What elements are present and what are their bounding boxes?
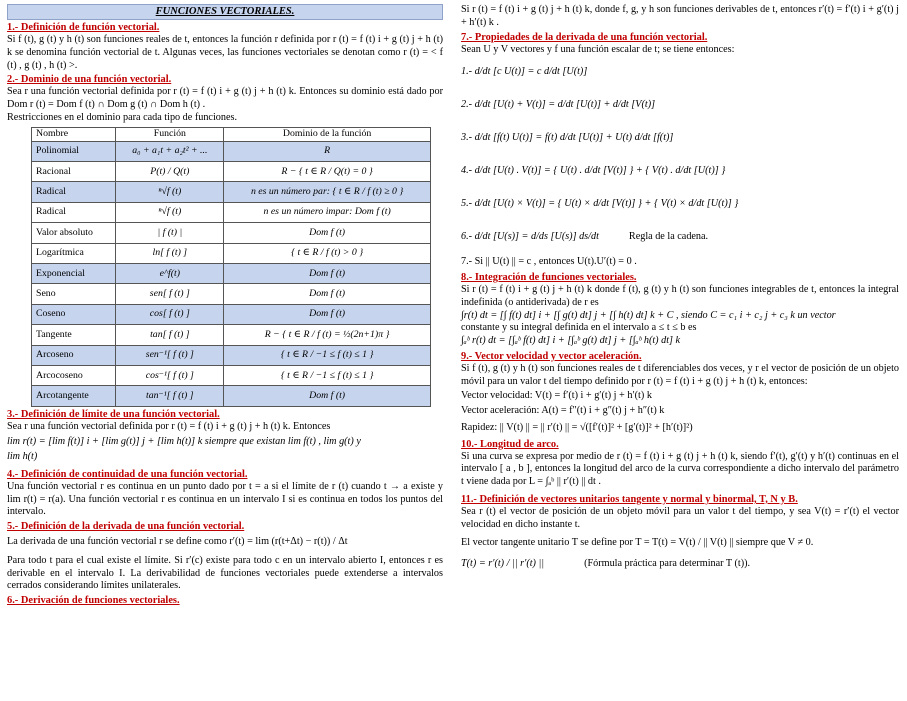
section-6-heading: 6.- Derivación de funciones vectoriales. xyxy=(7,595,180,607)
section-1-heading: 1.- Definición de función vectorial. xyxy=(7,22,160,34)
table-row xyxy=(32,284,431,304)
table-cell-dom: R xyxy=(224,141,431,161)
section-6-text: Si r (t) = f (t) i + g (t) j + h (t) k, donde f, g, y h son funciones derivables de t, entonces r′(t) = f′(t) i + g′(t) j + h′(t) k . xyxy=(461,4,899,28)
section-7-heading: 7.- Propiedades de la derivada de una función vectorial. xyxy=(461,31,708,43)
domain-table xyxy=(31,127,431,407)
table-row xyxy=(32,202,431,222)
table-cell-dom: Dom f (t) xyxy=(224,223,431,243)
table-header-row xyxy=(32,127,431,141)
section-2-restrictions: Restricciones en el dominio para cada tipo de funciones. xyxy=(7,111,237,123)
section-5-definition: La derivada de una función vectorial r se define como r′(t) = lim (r(t+Δt) − r(t)) / Δt xyxy=(7,536,348,548)
property-6: 6.- d/dt [U(s)] = d/ds [U(s)] ds/dt xyxy=(461,231,599,243)
table-cell-func: a₀ + a₁t + a₂t² + ... xyxy=(116,141,224,161)
table-cell-func: tan[ f (t) ] xyxy=(116,325,224,345)
section-3-formula: lim r(t) = [lim f(t)] i + [lim g(t)] j + [lim h(t)] k siempre que existan lim f(t) , lim g(t) y xyxy=(7,436,361,448)
right-column xyxy=(461,4,899,571)
table-cell-dom: Dom f (t) xyxy=(224,263,431,283)
section-8-formula-1: ∫r(t) dt = [∫ f(t) dt] i + [∫ g(t) dt] j + [∫ h(t) dt] k + C , siendo C = c₁ i + c₂ j + c₃ k un vector xyxy=(461,309,836,321)
section-11-text: Sea r (t) el vector de posición de un objeto móvil para un valor t del tiempo, y sea V(t) = r′(t) el vector velocidad en dicho instante t. xyxy=(461,505,899,530)
section-9-text: Si f (t), g (t) y h (t) son funciones reales de t diferenciables dos veces, y r el vector de posición de un objeto móvil para un valor t del tiempo definido por r (t) = f (t) i + g (t) j + h (t) k, entonces: xyxy=(461,362,899,387)
table-cell-func: ln[ f (t) ] xyxy=(116,243,224,263)
table-cell-dom: Dom f (t) xyxy=(224,284,431,304)
section-8-heading: 8.- Integración de funciones vectoriales. xyxy=(461,272,637,283)
section-4-heading: 4.- Definición de continuidad de una función vectorial. xyxy=(7,468,248,480)
table-cell-dom: R − { t ∈ R / Q(t) = 0 } xyxy=(224,162,431,182)
table-row xyxy=(32,304,431,324)
table-cell-dom: R − { t ∈ R / f (t) = ½(2n+1)π } xyxy=(224,325,431,345)
table-cell-dom: { t ∈ R / −1 ≤ f (t) ≤ 1 } xyxy=(224,345,431,365)
table-row xyxy=(32,325,431,345)
property-6-row xyxy=(461,221,899,254)
table-row xyxy=(32,345,431,365)
section-9-heading: 9.- Vector velocidad y vector aceleración. xyxy=(461,350,642,362)
table-row xyxy=(32,182,431,202)
section-8-text-1: Si r (t) = f (t) i + g (t) j + h (t) k donde f (t), g (t) y h (t) son funciones integrables de t, entonces la integral indefinida (o antiderivada) de r es xyxy=(461,284,899,308)
table-cell-dom: n es un número par: { t ∈ R / f (t) ≥ 0 } xyxy=(224,182,431,202)
acceleration-formula: Vector aceleración: A(t) = f″(t) i + g″(t) j + h″(t) k xyxy=(461,405,665,416)
table-cell-name: Racional xyxy=(32,162,116,182)
property-3: 3.- d/dt [f(t) U(t)] = f(t) d/dt [U(t)] + U(t) d/dt [f(t)] xyxy=(461,132,674,144)
section-2-text: Sea r una función vectorial definida por r (t) = f (t) i + g (t) j + h (t) k. Entonces su dominio está dado por Dom r (t) = Dom f (t) ∩ Dom g (t) ∩ Dom h (t) . xyxy=(7,86,443,111)
table-header-domain: Dominio de la función xyxy=(224,127,431,141)
practical-note: (Fórmula práctica para determinar T (t)). xyxy=(584,558,751,569)
property-2: 2.- d/dt [U(t) + V(t)] = d/dt [U(t)] + d/dt [V(t)] xyxy=(461,99,656,111)
table-cell-name: Valor absoluto xyxy=(32,223,116,243)
table-cell-func: | f (t) | xyxy=(116,223,224,243)
left-column xyxy=(7,4,443,607)
property-4: 4.- d/dt [U(t) . V(t)] = { U(t) . d/dt [V(t)] } + { V(t) . d/dt [U(t)] } xyxy=(461,165,726,177)
table-cell-func: P(t) / Q(t) xyxy=(116,162,224,182)
section-5-text: Para todo t para el cual existe el límite. Si r′(c) existe para todo c en un intervalo abierto I, entonces r es derivable en el intervalo I. La derivabilidad de funciones vectoriales puede extenderse a intervalos cerrados considerando límites unilaterales. xyxy=(7,554,443,592)
table-header-name: Nombre xyxy=(32,127,116,141)
table-cell-name: Tangente xyxy=(32,325,116,345)
speed-formula: Rapidez: || V(t) || = || r′(t) || = √([f′(t)]² + [g′(t)]² + [h′(t)]²) xyxy=(461,421,693,433)
table-cell-name: Seno xyxy=(32,284,116,304)
table-cell-name: Logarítmica xyxy=(32,243,116,263)
velocity-formula: Vector velocidad: V(t) = f′(t) i + g′(t) j + h′(t) k xyxy=(461,390,652,402)
table-cell-dom: { t ∈ R / f (t) > 0 } xyxy=(224,243,431,263)
practical-formula: T(t) = r′(t) / || r′(t) || xyxy=(461,558,545,569)
table-header-function: Función xyxy=(116,127,224,141)
section-2-heading: 2.- Dominio de una función vectorial. xyxy=(7,74,172,86)
table-cell-dom: Dom f (t) xyxy=(224,304,431,324)
property-5: 5.- d/dt [U(t) × V(t)] = { U(t) × d/dt [V(t)] } + { V(t) × d/dt [U(t)] } xyxy=(461,198,739,210)
table-cell-dom: { t ∈ R / −1 ≤ f (t) ≤ 1 } xyxy=(224,365,431,385)
section-3-heading: 3.- Definición de límite de una función vectorial. xyxy=(7,408,220,420)
table-cell-func: ⁿ√f (t) xyxy=(116,202,224,222)
table-cell-func: cos⁻¹[ f (t) ] xyxy=(116,365,224,385)
property-7: 7.- Si || U(t) || = c , entonces U(t).U′(t) = 0 . xyxy=(461,256,637,268)
table-cell-dom: Dom f (t) xyxy=(224,386,431,406)
section-8-formula-2: ∫ₐᵇ r(t) dt = [∫ₐᵇ f(t) dt] i + [∫ₐᵇ g(t) dt] j + [∫ₐᵇ h(t) dt] k xyxy=(461,335,681,346)
table-cell-name: Exponencial xyxy=(32,263,116,283)
section-7-intro: Sean U y V vectores y f una función escalar de t; se tiene entonces: xyxy=(461,43,735,55)
section-10-heading: 10.- Longitud de arco. xyxy=(461,438,559,450)
table-row xyxy=(32,243,431,263)
document-title: FUNCIONES VECTORIALES. xyxy=(7,4,443,20)
table-row xyxy=(32,386,431,406)
table-row xyxy=(32,141,431,161)
section-5-heading: 5.- Definición de la derivada de una función vectorial. xyxy=(7,521,245,533)
table-row xyxy=(32,263,431,283)
table-cell-name: Coseno xyxy=(32,304,116,324)
section-8-text-2: constante y su integral definida en el intervalo a ≤ t ≤ b es xyxy=(461,322,697,334)
tangent-definition: El vector tangente unitario T se define por T = T(t) = V(t) / || V(t) || siempre que V ≠ 0. xyxy=(461,537,814,549)
table-cell-name: Arcoseno xyxy=(32,345,116,365)
table-cell-name: Radical xyxy=(32,202,116,222)
practical-formula-row xyxy=(461,558,899,571)
table-cell-func: e^f(t) xyxy=(116,263,224,283)
section-3-formula-2: lim h(t) xyxy=(7,451,38,463)
table-cell-name: Arcotangente xyxy=(32,386,116,406)
table-cell-name: Polinomial xyxy=(32,141,116,161)
table-cell-func: tan⁻¹[ f (t) ] xyxy=(116,386,224,406)
section-1-text: Si f (t), g (t) y h (t) son funciones reales de t, entonces la función r definida por r (t) = f (t) i + g (t) j + h (t) k se denomina función vectorial de t. Algunas veces, las funciones vectoriales se denotan como r (t) = < f (t) , g (t) , h (t) >. xyxy=(7,34,443,71)
section-10-text: Si una curva se expresa por medio de r (t) = f (t) i + g (t) j + h (t) k, siendo f′(t), g′(t) y h′(t) continuas en el intervalo [ a , b ], entonces la longitud del arco de la curva correspondiente a dicho intervalo del parámetro t viene dada por L = ∫ₐᵇ || r′(t) || dt . xyxy=(461,450,899,487)
table-row xyxy=(32,223,431,243)
table-row xyxy=(32,365,431,385)
table-cell-name: Arcocoseno xyxy=(32,365,116,385)
table-row xyxy=(32,162,431,182)
table-cell-func: sen[ f (t) ] xyxy=(116,284,224,304)
table-cell-func: sen⁻¹[ f (t) ] xyxy=(116,345,224,365)
section-4-text: Una función vectorial r es continua en un punto dado por t = a si el límite de r (t) cuando t → a existe y lim r(t) = r(a). Una función vectorial r es continua en un intervalo I si es continua en todos los puntos del intervalo. xyxy=(7,480,443,518)
table-cell-func: ⁿ√f (t) xyxy=(116,182,224,202)
table-cell-func: cos[ f (t) ] xyxy=(116,304,224,324)
chain-rule-label: Regla de la cadena. xyxy=(628,231,709,243)
section-3-text: Sea r una función vectorial definida por r (t) = f (t) i + g (t) j + h (t) k. Entonces xyxy=(7,420,331,432)
table-cell-dom: n es un número impar: Dom f (t) xyxy=(224,202,431,222)
property-1: 1.- d/dt [c U(t)] = c d/dt [U(t)] xyxy=(461,66,588,78)
table-cell-name: Radical xyxy=(32,182,116,202)
section-11-heading: 11.- Definición de vectores unitarios tangente y normal y binormal, T, N y B. xyxy=(461,493,798,505)
table-body xyxy=(32,141,431,406)
